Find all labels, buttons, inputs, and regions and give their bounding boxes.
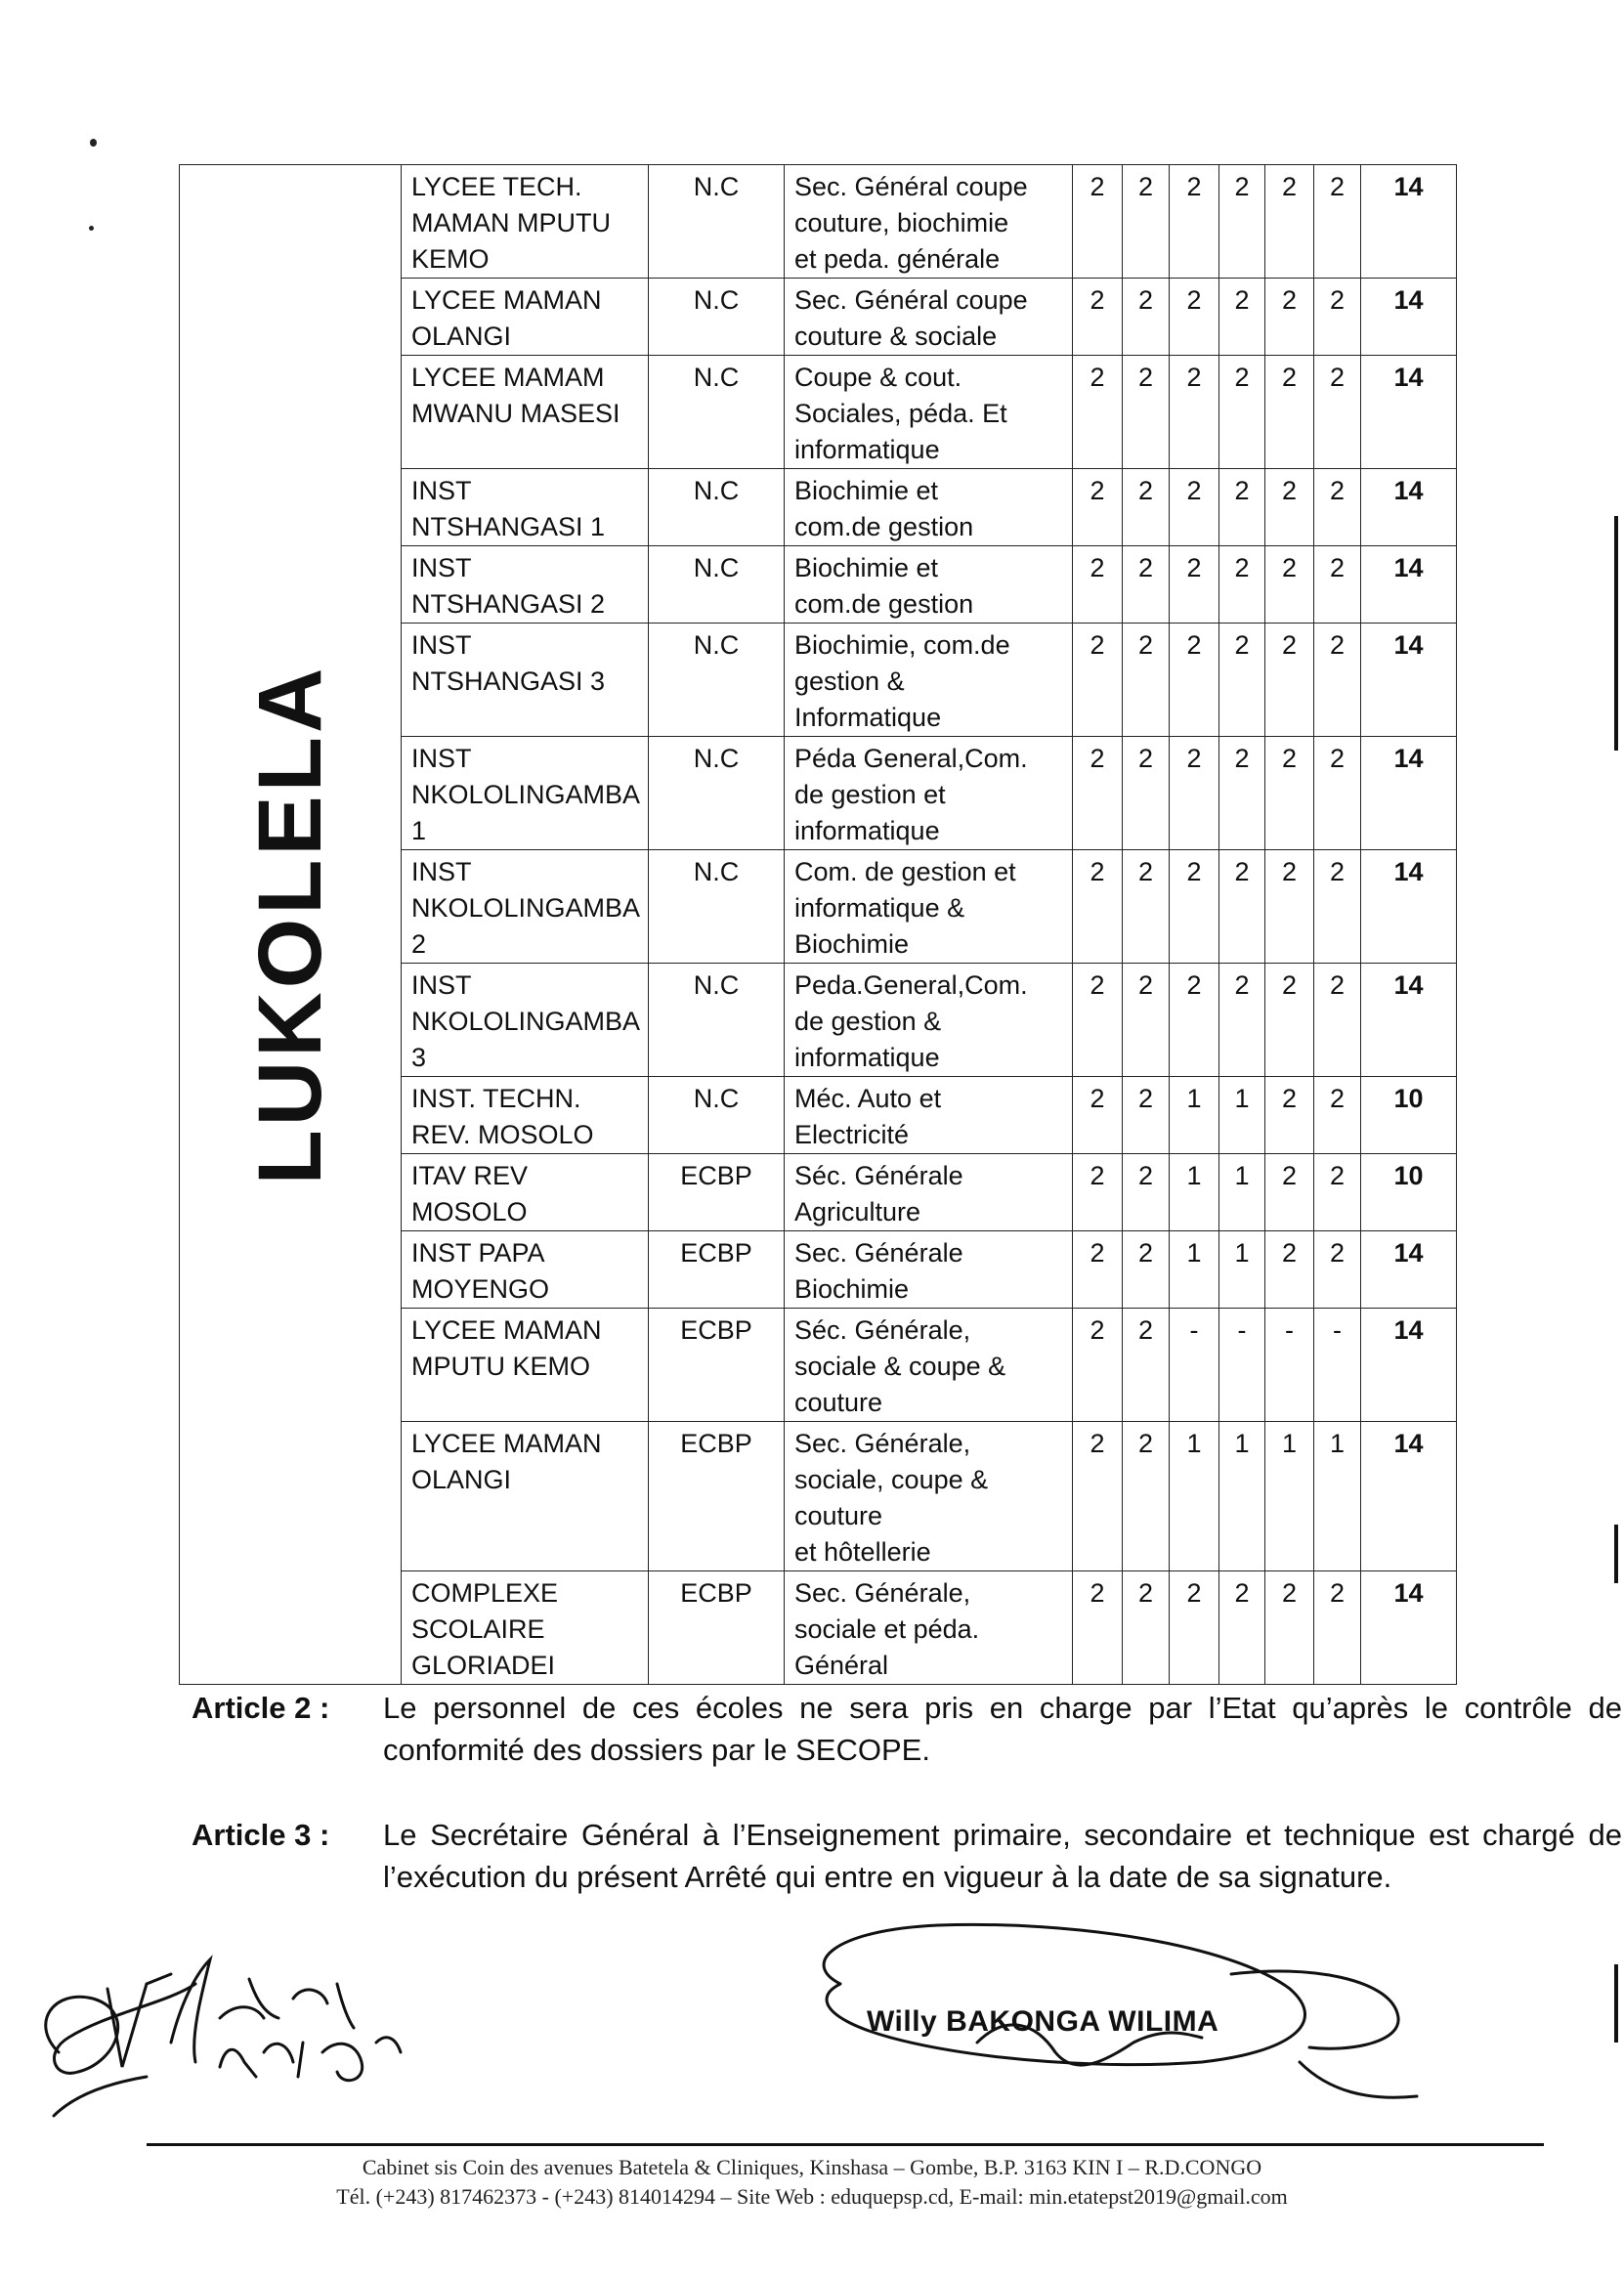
option-line: Sec. Générale: [794, 1238, 963, 1268]
school-name-cell: [402, 1154, 649, 1231]
class-count-cell: 2: [1073, 1309, 1123, 1422]
class-count-cell: 2: [1073, 964, 1123, 1077]
option-line: Biochimie: [794, 1274, 910, 1304]
school-name-cell: [402, 737, 649, 850]
class-count-cell: 2: [1170, 624, 1219, 737]
class-count-cell: 2: [1265, 546, 1314, 624]
option-line: Séc. Générale,: [794, 1315, 971, 1345]
class-count-cell: -: [1170, 1309, 1219, 1422]
school-name-line: MWANU MASESI: [411, 399, 620, 428]
class-count-cell: 2: [1123, 1571, 1170, 1685]
school-name-cell: [402, 165, 649, 279]
class-count-cell: 2: [1073, 469, 1123, 546]
category-cell: ECBP: [649, 1231, 785, 1309]
category-cell: N.C: [649, 546, 785, 624]
article-label: Article 2 :: [192, 1691, 330, 1725]
option-line: et hôtellerie: [794, 1537, 931, 1567]
class-count-cell: 1: [1219, 1422, 1265, 1571]
class-count-cell: 2: [1170, 546, 1219, 624]
school-name-line: COMPLEXE: [411, 1578, 559, 1608]
footer-address: Cabinet sis Coin des avenues Batetela & Cliniques, Kinshasa – Gombe, B.P. 3163 KIN I – R.D.CONGO: [362, 2155, 1262, 2179]
class-count-cell: 2: [1314, 356, 1361, 469]
school-name-line: 3: [411, 1043, 427, 1072]
school-name-line: NTSHANGASI 1: [411, 512, 606, 541]
option-line: couture: [794, 1501, 883, 1530]
school-name-cell: [402, 1231, 649, 1309]
school-name-line: 2: [411, 929, 427, 959]
category-cell: N.C: [649, 279, 785, 356]
category-cell: N.C: [649, 356, 785, 469]
option-line: Biochimie, com.de: [794, 630, 1010, 660]
options-cell: [785, 850, 1073, 964]
school-name-line: INST: [411, 744, 472, 773]
article-label: Article 3 :: [192, 1818, 330, 1852]
class-count-cell: 2: [1265, 850, 1314, 964]
class-count-cell: 2: [1219, 850, 1265, 964]
option-line: com.de gestion: [794, 589, 974, 619]
option-line: sociale et péda.: [794, 1614, 980, 1644]
total-cell: 14: [1361, 1231, 1457, 1309]
class-count-cell: 2: [1123, 279, 1170, 356]
total-cell: 14: [1361, 737, 1457, 850]
options-cell: [785, 624, 1073, 737]
class-count-cell: 2: [1073, 1077, 1123, 1154]
option-line: couture: [794, 1388, 883, 1417]
class-count-cell: 2: [1265, 1154, 1314, 1231]
school-name-line: SCOLAIRE: [411, 1614, 545, 1644]
school-name-line: NKOLOLINGAMBA: [411, 780, 641, 809]
class-count-cell: 2: [1123, 624, 1170, 737]
schools-table: [179, 164, 1457, 1685]
school-name-cell: [402, 850, 649, 964]
class-count-cell: 2: [1073, 1571, 1123, 1685]
class-count-cell: 2: [1314, 279, 1361, 356]
class-count-cell: 2: [1123, 165, 1170, 279]
total-cell: 14: [1361, 1571, 1457, 1685]
class-count-cell: 2: [1170, 1571, 1219, 1685]
class-count-cell: 2: [1170, 850, 1219, 964]
class-count-cell: 2: [1265, 624, 1314, 737]
option-line: Coupe & cout.: [794, 363, 962, 392]
class-count-cell: 2: [1314, 1077, 1361, 1154]
footer-rule: [147, 2143, 1544, 2146]
options-cell: [785, 356, 1073, 469]
class-count-cell: 1: [1170, 1422, 1219, 1571]
region-label: LUKOLELA: [240, 664, 340, 1185]
option-line: sociale, coupe &: [794, 1465, 989, 1494]
options-cell: [785, 1231, 1073, 1309]
class-count-cell: 2: [1170, 964, 1219, 1077]
class-count-cell: 2: [1123, 1077, 1170, 1154]
class-count-cell: 2: [1314, 624, 1361, 737]
option-line: Sociales, péda. Et: [794, 399, 1007, 428]
school-name-line: OLANGI: [411, 322, 512, 351]
option-line: informatique &: [794, 893, 965, 923]
class-count-cell: 2: [1219, 1571, 1265, 1685]
class-count-cell: 2: [1073, 624, 1123, 737]
school-name-line: MPUTU KEMO: [411, 1352, 591, 1381]
school-name-cell: [402, 356, 649, 469]
option-line: couture & sociale: [794, 322, 998, 351]
category-cell: N.C: [649, 964, 785, 1077]
category-cell: N.C: [649, 624, 785, 737]
class-count-cell: 2: [1073, 1231, 1123, 1309]
class-count-cell: 2: [1219, 469, 1265, 546]
options-cell: [785, 279, 1073, 356]
scan-speck: [89, 226, 94, 231]
school-name-cell: [402, 1571, 649, 1685]
options-cell: [785, 1077, 1073, 1154]
class-count-cell: 2: [1314, 1571, 1361, 1685]
scan-edge-mark: [1614, 516, 1618, 751]
school-name-line: INST: [411, 553, 472, 582]
category-cell: N.C: [649, 165, 785, 279]
class-count-cell: 1: [1170, 1154, 1219, 1231]
option-line: Peda.General,Com.: [794, 970, 1028, 1000]
category-cell: N.C: [649, 850, 785, 964]
class-count-cell: 2: [1123, 1154, 1170, 1231]
category-cell: N.C: [649, 1077, 785, 1154]
total-cell: 14: [1361, 469, 1457, 546]
option-line: sociale & coupe &: [794, 1352, 1006, 1381]
school-name-cell: [402, 279, 649, 356]
option-line: Informatique: [794, 703, 942, 732]
option-line: gestion &: [794, 667, 905, 696]
category-cell: ECBP: [649, 1422, 785, 1571]
option-line: Biochimie: [794, 929, 910, 959]
option-line: de gestion &: [794, 1007, 942, 1036]
school-name-line: NTSHANGASI 3: [411, 667, 606, 696]
school-name-cell: [402, 964, 649, 1077]
class-count-cell: 1: [1170, 1077, 1219, 1154]
school-name-line: OLANGI: [411, 1465, 512, 1494]
class-count-cell: 2: [1314, 546, 1361, 624]
options-cell: [785, 1154, 1073, 1231]
class-count-cell: 2: [1265, 1571, 1314, 1685]
class-count-cell: 2: [1123, 1422, 1170, 1571]
school-name-line: INST PAPA: [411, 1238, 545, 1268]
option-line: et peda. générale: [794, 244, 1001, 274]
class-count-cell: 2: [1123, 1309, 1170, 1422]
class-count-cell: 2: [1219, 737, 1265, 850]
class-count-cell: 2: [1219, 546, 1265, 624]
category-cell: ECBP: [649, 1309, 785, 1422]
option-line: Sec. Général coupe: [794, 172, 1028, 201]
options-cell: [785, 1422, 1073, 1571]
category-cell: N.C: [649, 469, 785, 546]
total-cell: 14: [1361, 850, 1457, 964]
class-count-cell: 2: [1219, 279, 1265, 356]
options-cell: [785, 1571, 1073, 1685]
category-cell: ECBP: [649, 1571, 785, 1685]
option-line: Sec. Générale,: [794, 1578, 971, 1608]
total-cell: 14: [1361, 279, 1457, 356]
class-count-cell: 1: [1219, 1077, 1265, 1154]
school-name-line: LYCEE MAMAN: [411, 1315, 602, 1345]
option-line: Méc. Auto et: [794, 1084, 942, 1113]
class-count-cell: 2: [1170, 279, 1219, 356]
options-cell: [785, 165, 1073, 279]
class-count-cell: 2: [1265, 964, 1314, 1077]
option-line: Séc. Générale: [794, 1161, 963, 1190]
option-line: Sec. Général coupe: [794, 285, 1028, 315]
option-line: Général: [794, 1651, 889, 1680]
options-cell: [785, 737, 1073, 850]
total-cell: 14: [1361, 165, 1457, 279]
school-name-line: ITAV REV: [411, 1161, 529, 1190]
class-count-cell: 2: [1265, 1077, 1314, 1154]
option-line: Péda General,Com.: [794, 744, 1028, 773]
school-name-line: INST: [411, 857, 472, 886]
school-name-line: LYCEE TECH.: [411, 172, 582, 201]
school-name-line: NTSHANGASI 2: [411, 589, 606, 619]
school-name-line: NKOLOLINGAMBA: [411, 1007, 641, 1036]
option-line: informatique: [794, 816, 940, 845]
class-count-cell: 2: [1123, 469, 1170, 546]
option-line: Agriculture: [794, 1197, 921, 1226]
options-cell: [785, 1309, 1073, 1422]
class-count-cell: 2: [1219, 356, 1265, 469]
article-text: Le Secrétaire Général à l’Enseignement primaire, secondaire et technique est chargé de l’exécution du présent Arrêté qui entre en vigueur à la date de sa signature.: [383, 1818, 1622, 1894]
class-count-cell: 1: [1219, 1154, 1265, 1231]
school-name-cell: [402, 546, 649, 624]
class-count-cell: 2: [1073, 1422, 1123, 1571]
school-name-cell: [402, 1077, 649, 1154]
class-count-cell: 2: [1123, 964, 1170, 1077]
scan-speck: [90, 139, 97, 147]
school-name-line: LYCEE MAMAM: [411, 363, 605, 392]
class-count-cell: 1: [1219, 1231, 1265, 1309]
signature-scribbles: [0, 1906, 1624, 2140]
options-cell: [785, 964, 1073, 1077]
school-name-line: MOSOLO: [411, 1197, 528, 1226]
class-count-cell: 2: [1073, 850, 1123, 964]
school-name-line: KEMO: [411, 244, 490, 274]
class-count-cell: 2: [1123, 546, 1170, 624]
signatory-name: Willy BAKONGA WILIMA: [867, 2005, 1219, 2038]
school-name-line: MAMAN MPUTU: [411, 208, 611, 237]
class-count-cell: 2: [1073, 1154, 1123, 1231]
class-count-cell: 1: [1314, 1422, 1361, 1571]
class-count-cell: 2: [1170, 469, 1219, 546]
class-count-cell: 2: [1265, 165, 1314, 279]
total-cell: 14: [1361, 546, 1457, 624]
option-line: couture, biochimie: [794, 208, 1009, 237]
class-count-cell: 2: [1073, 737, 1123, 850]
class-count-cell: 2: [1265, 469, 1314, 546]
option-line: Biochimie et: [794, 553, 939, 582]
class-count-cell: 2: [1219, 964, 1265, 1077]
class-count-cell: 2: [1073, 546, 1123, 624]
class-count-cell: 2: [1314, 737, 1361, 850]
class-count-cell: 2: [1170, 737, 1219, 850]
option-line: Com. de gestion et: [794, 857, 1016, 886]
option-line: com.de gestion: [794, 512, 974, 541]
option-line: Biochimie et: [794, 476, 939, 505]
school-name-line: 1: [411, 816, 427, 845]
class-count-cell: 2: [1314, 964, 1361, 1077]
class-count-cell: 2: [1265, 1231, 1314, 1309]
school-name-line: INST. TECHN.: [411, 1084, 581, 1113]
school-name-cell: [402, 624, 649, 737]
class-count-cell: 2: [1170, 356, 1219, 469]
category-cell: ECBP: [649, 1154, 785, 1231]
option-line: Sec. Générale,: [794, 1429, 971, 1458]
school-name-line: NKOLOLINGAMBA: [411, 893, 641, 923]
school-name-line: INST: [411, 970, 472, 1000]
options-cell: [785, 546, 1073, 624]
school-name-line: REV. MOSOLO: [411, 1120, 594, 1149]
class-count-cell: 2: [1314, 469, 1361, 546]
class-count-cell: 2: [1123, 850, 1170, 964]
class-count-cell: 2: [1265, 737, 1314, 850]
class-count-cell: -: [1265, 1309, 1314, 1422]
scan-edge-mark: [1614, 1525, 1618, 1583]
total-cell: 10: [1361, 1077, 1457, 1154]
class-count-cell: 2: [1123, 1231, 1170, 1309]
total-cell: 14: [1361, 1422, 1457, 1571]
total-cell: 14: [1361, 964, 1457, 1077]
class-count-cell: 2: [1123, 356, 1170, 469]
options-cell: [785, 469, 1073, 546]
school-name-line: INST: [411, 476, 472, 505]
table-row: [180, 165, 1457, 279]
class-count-cell: 1: [1265, 1422, 1314, 1571]
class-count-cell: 2: [1073, 356, 1123, 469]
class-count-cell: 1: [1170, 1231, 1219, 1309]
school-name-line: MOYENGO: [411, 1274, 550, 1304]
school-name-line: GLORIADEI: [411, 1651, 556, 1680]
class-count-cell: 2: [1073, 279, 1123, 356]
class-count-cell: 2: [1123, 737, 1170, 850]
class-count-cell: 2: [1314, 165, 1361, 279]
school-name-cell: [402, 1422, 649, 1571]
school-name-line: LYCEE MAMAN: [411, 285, 602, 315]
category-cell: N.C: [649, 737, 785, 850]
option-line: informatique: [794, 435, 940, 464]
option-line: informatique: [794, 1043, 940, 1072]
total-cell: 14: [1361, 356, 1457, 469]
class-count-cell: 2: [1314, 850, 1361, 964]
school-name-cell: [402, 469, 649, 546]
class-count-cell: 2: [1170, 165, 1219, 279]
class-count-cell: -: [1219, 1309, 1265, 1422]
class-count-cell: 2: [1314, 1154, 1361, 1231]
region-cell: [180, 165, 402, 1685]
class-count-cell: 2: [1073, 165, 1123, 279]
option-line: de gestion et: [794, 780, 946, 809]
total-cell: 14: [1361, 1309, 1457, 1422]
class-count-cell: 2: [1219, 165, 1265, 279]
footer-contacts: Tél. (+243) 817462373 - (+243) 814014294 – Site Web : eduquepsp.cd, E-mail: min.etatepst2019@gmail.com: [336, 2184, 1288, 2209]
school-name-line: LYCEE MAMAN: [411, 1429, 602, 1458]
class-count-cell: 2: [1265, 279, 1314, 356]
school-name-cell: [402, 1309, 649, 1422]
total-cell: 10: [1361, 1154, 1457, 1231]
option-line: Electricité: [794, 1120, 910, 1149]
class-count-cell: 2: [1265, 356, 1314, 469]
class-count-cell: -: [1314, 1309, 1361, 1422]
article-text: Le personnel de ces écoles ne sera pris en charge par l’Etat qu’après le contrôle de conformité des dossiers par le SECOPE.: [383, 1691, 1622, 1767]
total-cell: 14: [1361, 624, 1457, 737]
class-count-cell: 2: [1314, 1231, 1361, 1309]
class-count-cell: 2: [1219, 624, 1265, 737]
school-name-line: INST: [411, 630, 472, 660]
